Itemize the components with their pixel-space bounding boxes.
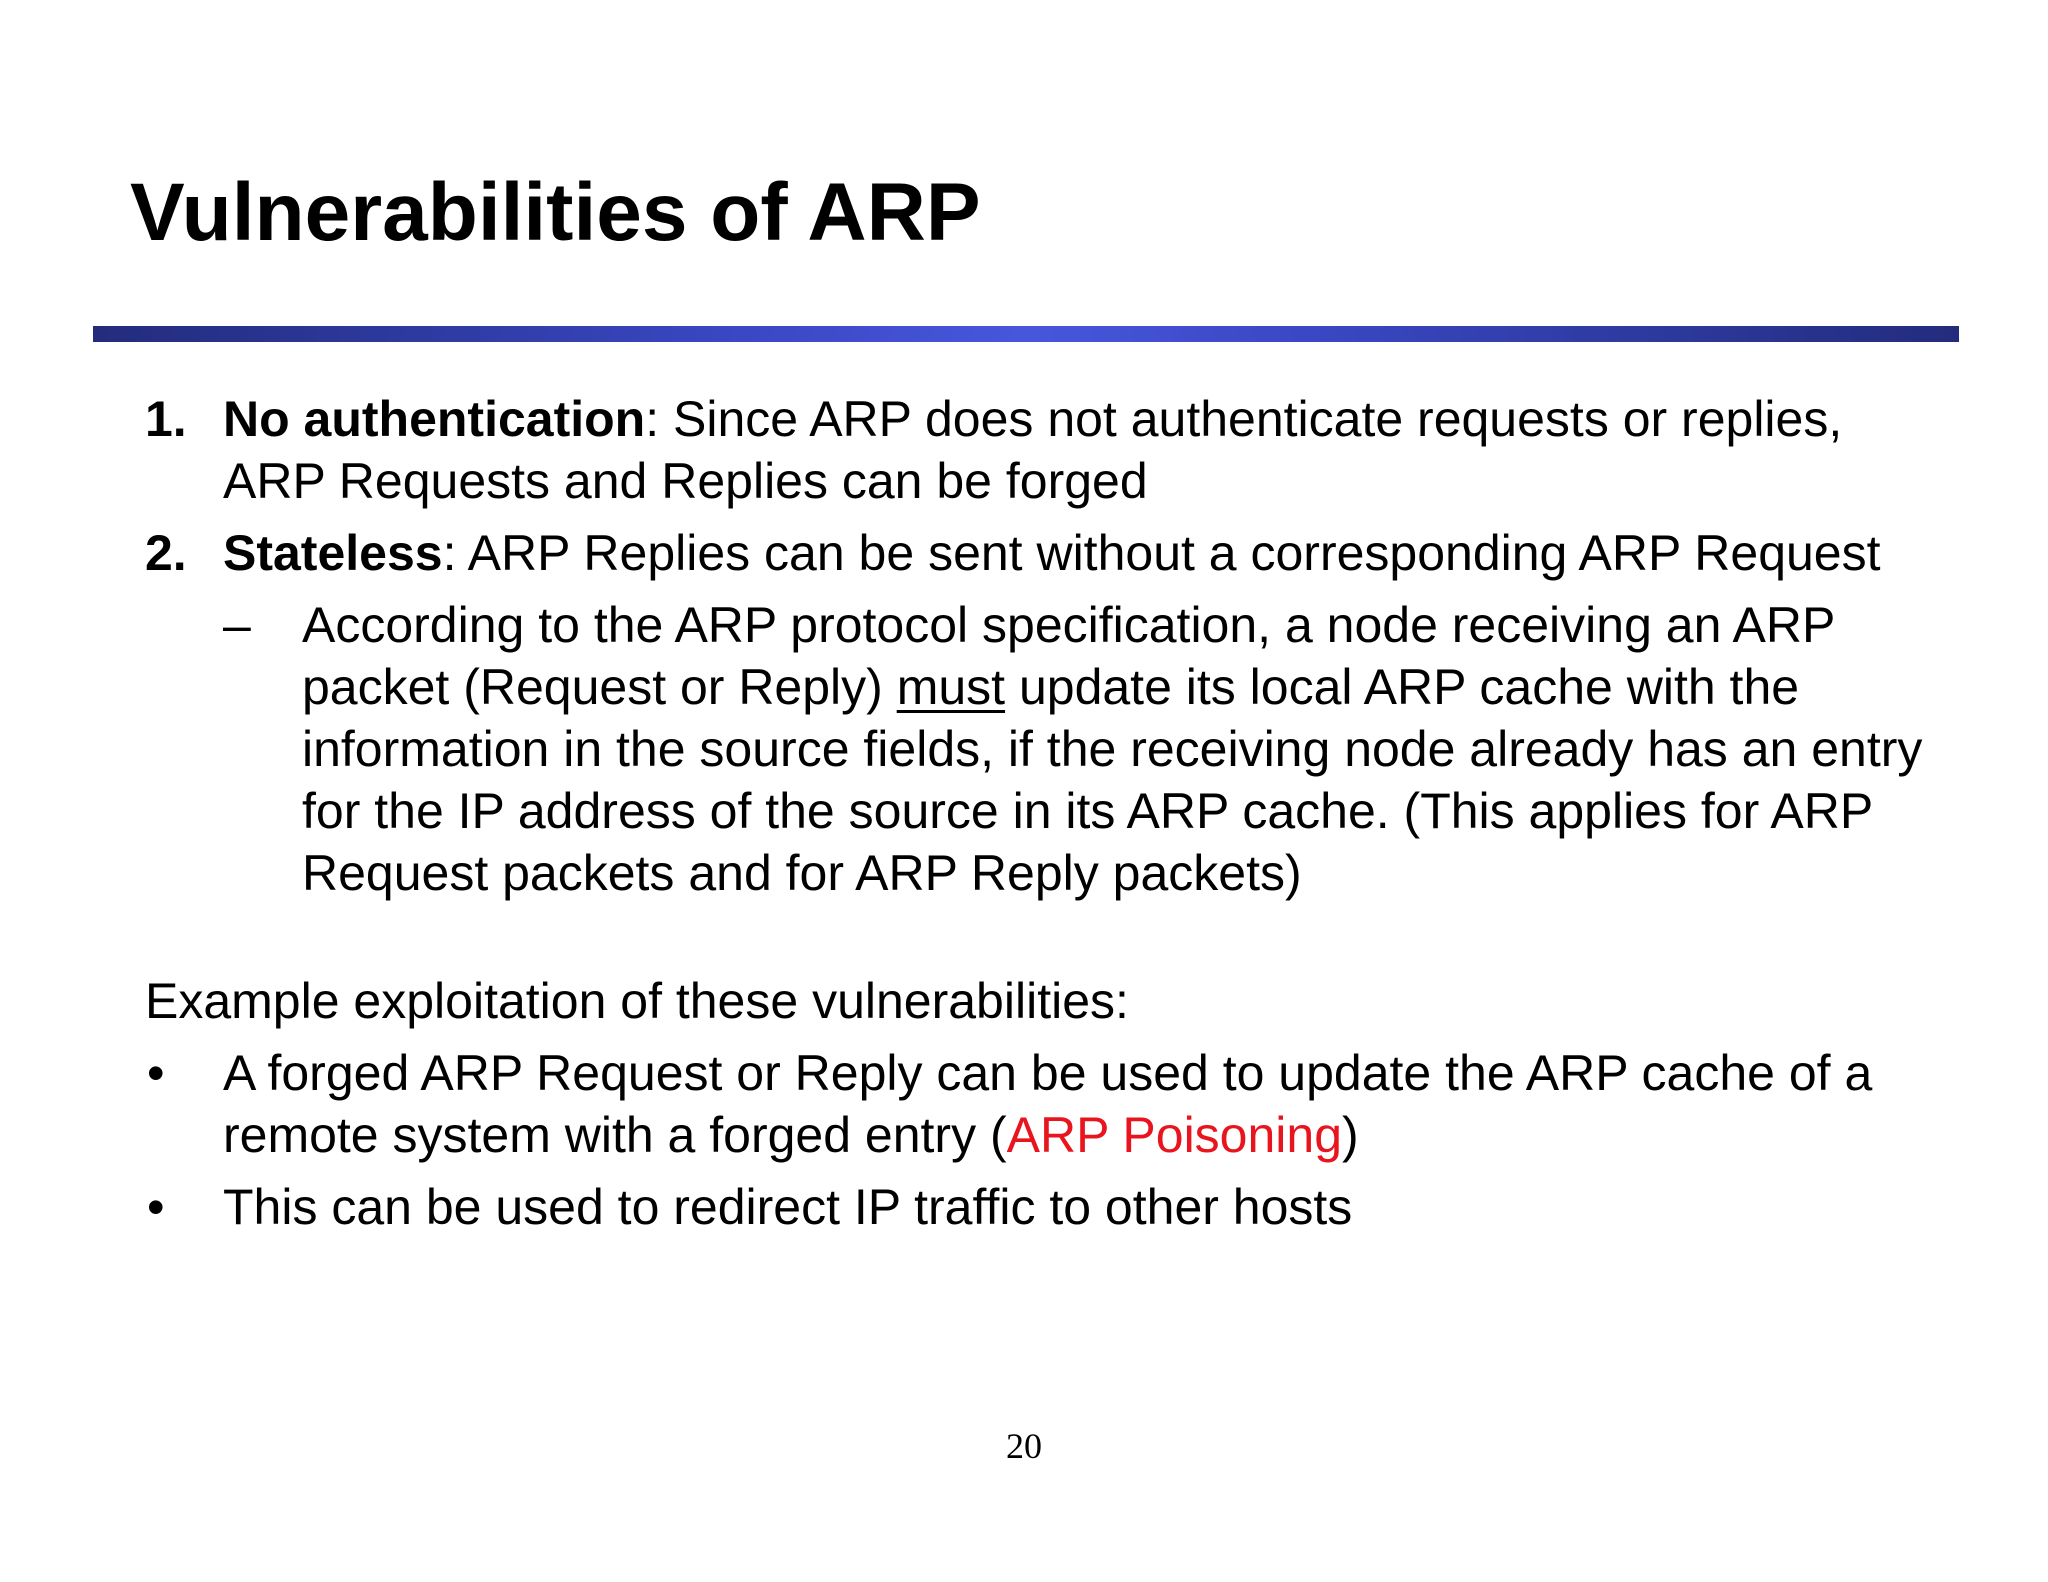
- sub-item-text-after: update its local ARP cache with the information in the source fields, if the receiving node already has an entry for the IP address of the source in its ARP cache. (This applies for ARP Request packets and for ARP Reply packets): [302, 659, 1923, 901]
- sub-item-arp-spec: [145, 594, 1945, 904]
- item-text: : Since ARP does not authenticate requests or replies, ARP Requests and Replies can be forged: [223, 391, 1843, 509]
- bullet-marker: •: [147, 1045, 165, 1101]
- item-term: No authentication: [223, 391, 646, 447]
- item-term: Stateless: [223, 525, 443, 581]
- page-number: 20: [1006, 1426, 1042, 1466]
- bullet-item-forged-arp: [145, 1042, 1945, 1166]
- bullet-marker: •: [147, 1179, 165, 1235]
- dash-marker: –: [223, 597, 251, 653]
- example-heading: Example exploitation of these vulnerabilities:: [145, 973, 1129, 1029]
- bullet-item-redirect: [145, 1176, 1945, 1238]
- bullet-text: This can be used to redirect IP traffic to other hosts: [223, 1179, 1353, 1235]
- list-item-stateless: [145, 522, 1945, 584]
- title-divider: [93, 326, 1959, 342]
- item-text: : ARP Replies can be sent without a corresponding ARP Request: [442, 525, 1881, 581]
- bullet-text-before: A forged ARP Request or Reply can be used to update the ARP cache of a remote system with a forged entry (: [223, 1045, 1873, 1163]
- arp-poisoning-highlight: ARP Poisoning: [1006, 1107, 1343, 1163]
- sub-item-text-before: According to the ARP protocol specification, a node receiving an ARP packet (Request or Reply): [302, 597, 1835, 715]
- item-number: 1.: [145, 391, 187, 447]
- emphasis-must: must: [896, 659, 1006, 715]
- slide-content: [145, 388, 1945, 1248]
- bullet-text-after: ): [1342, 1107, 1359, 1163]
- item-number: 2.: [145, 525, 187, 581]
- slide-title: Vulnerabilities of ARP: [130, 167, 981, 258]
- list-item-no-authentication: [145, 388, 1945, 512]
